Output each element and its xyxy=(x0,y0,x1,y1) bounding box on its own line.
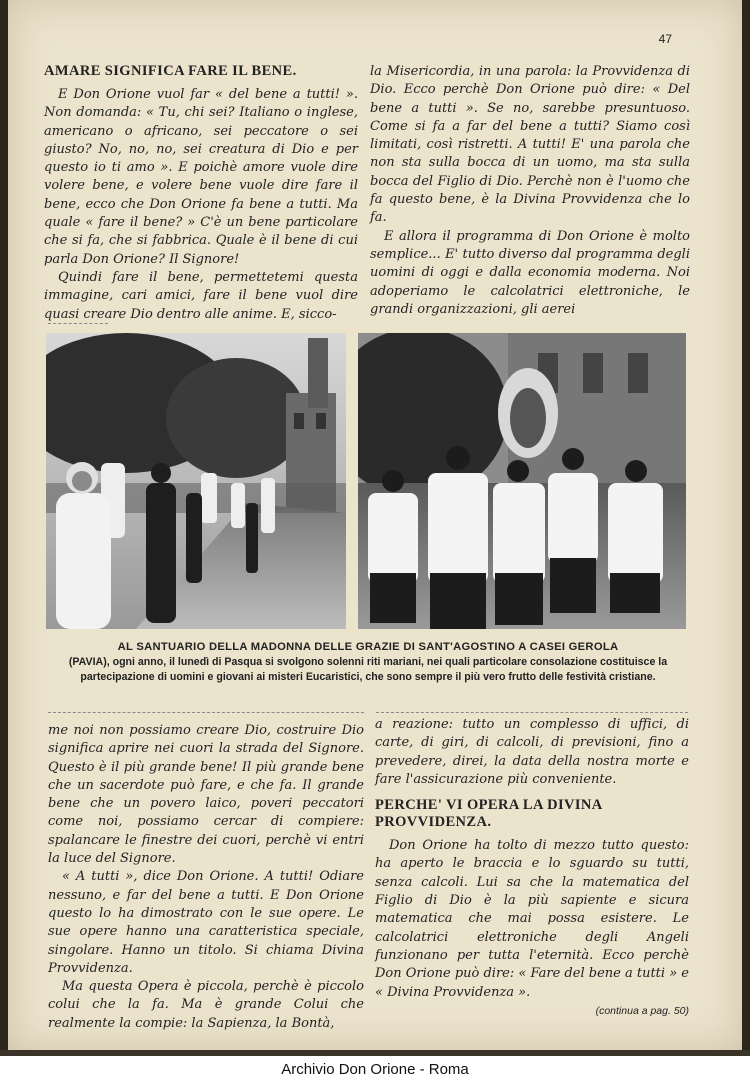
caption-body: (PAVIA), ogni anno, il lunedì di Pasqua si svolgono solenni riti mariani, nei quali particolare consolazione costituisce la partecipazione di uomini e giovani ai misteri Eucaristici, che sono sempre il più vero frutto delle festività cristiane. xyxy=(68,656,668,683)
procession-photo-left xyxy=(46,333,346,629)
divider xyxy=(376,712,688,713)
photo-caption xyxy=(48,640,688,685)
paragraph: E allora il programma di Don Orione è molto semplice... E' tutto diverso dal programma degli uomini di oggi e dalla economia moderna. Noi adoperiamo le calcolatrici elettroniche, le grandi organizzazioni, gli aerei xyxy=(370,228,690,317)
procession-photo-left-image xyxy=(46,333,346,629)
paragraph: me noi non possiamo creare Dio, costruire Dio significa aprire nei cuori la strada del Signore. Questo è il più grande bene! Il più grande bene che un sacerdote può fare, e che fa. Il grande bene che un povero laico, poveri peccatori come noi, possiamo cercar di compiere: spalancare le finestre dei cuori, perchè vi entri la luce del Signore. xyxy=(48,723,364,867)
paragraph: « A tutti », dice Don Orione. A tutti! Odiare nessuno, e far del bene a tutti. E Don Orione questo lo ha dimostrato con le sue opere. Le sue opere hanno una caratteristica speciale, singolare. Hanno un titolo. Si chiama Divina Provvidenza. xyxy=(48,869,364,976)
continued-note: (continua a pag. 50) xyxy=(595,1004,689,1017)
page-edge-right xyxy=(742,0,750,1050)
divider xyxy=(48,712,364,713)
paragraph: E Don Orione vuol far « del bene a tutti! ». Non domanda: « Tu, chi sei? Italiano o inglese, americano o africano, sei peccatore o sei giusto? No, no, no, sei creatura di Dio e per questo io ti amo ». E poichè amore vuole dire volere bene, e volere bene vuole dire fare il bene, ecco che Don Orione fa bene a tutti. Ma quale « fare il bene? » C'è un bene particolare che si fa, che si fabbrica. Quale è il bene di cui parla Don Orione? Il Signore! xyxy=(44,87,358,267)
scanned-page xyxy=(8,0,742,1050)
column-bottom-left xyxy=(48,722,364,1033)
column-bottom-right xyxy=(375,716,689,1020)
divider xyxy=(48,323,108,324)
section-heading-amare: AMARE SIGNIFICA FARE IL BENE. xyxy=(44,63,297,79)
column-top-left xyxy=(44,63,358,324)
page-number: 47 xyxy=(658,32,672,46)
paragraph: Ma questa Opera è piccola, perchè è piccolo colui che la fa. Ma è grande Colui che realmente la compie: la Sapienza, la Bontà, xyxy=(48,979,364,1031)
procession-photo-right-image xyxy=(358,333,686,629)
procession-photo-right xyxy=(358,333,686,629)
paragraph: Quindi fare il bene, permettetemi questa immagine, cari amici, fare il bene vuol dire quasi creare Dio dentro alle anime. E, sicco- xyxy=(44,269,358,322)
photo-pair xyxy=(46,333,686,629)
section-heading-perche: PERCHE' VI OPERA LA DIVINA PROVVIDENZA. xyxy=(375,797,602,831)
page-edge-left xyxy=(0,0,8,1050)
paragraph: Don Orione ha tolto di mezzo tutto questo: ha aperto le braccia e lo sguardo su tutti, senza calcoli. Lui sa che la matematica del Figlio di Dio è la più sapiente e sicura matematica che mai possa esistere. Le calcolatrici elettroniche degli Angeli funzionano per tutta l'eternità. Ecco perchè Don Orione può dire: « Fare del bene a tutti » e « Divina Provvidenza ». xyxy=(375,838,689,1000)
archive-footer: Archivio Don Orione - Roma xyxy=(0,1056,750,1084)
column-top-right xyxy=(370,63,690,319)
caption-lead: AL SANTUARIO DELLA MADONNA DELLE GRAZIE DI SANT'AGOSTINO A CASEI GEROLA xyxy=(117,641,619,653)
paragraph: a reazione: tutto un complesso di uffici, di carte, di giri, di calcoli, di previsioni, fino a prevedere, direi, la data della nostra morte e fare l'assicurazione più conveniente. xyxy=(375,717,689,787)
paragraph: la Misericordia, in una parola: la Provvidenza di Dio. Ecco perchè Don Orione può dire: « Del bene a tutti ». Se no, sarebbe presuntuoso. Come si fa a far del bene a tutti? Siamo così limitati, così ristretti. A tutti! E' una parola che non sta sulla bocca di un uomo, ma sta sulla bocca del Figlio di Dio. Perchè non è l'uomo che fa questo bene, è la Divina Provvidenza che lo fa. xyxy=(370,64,690,226)
